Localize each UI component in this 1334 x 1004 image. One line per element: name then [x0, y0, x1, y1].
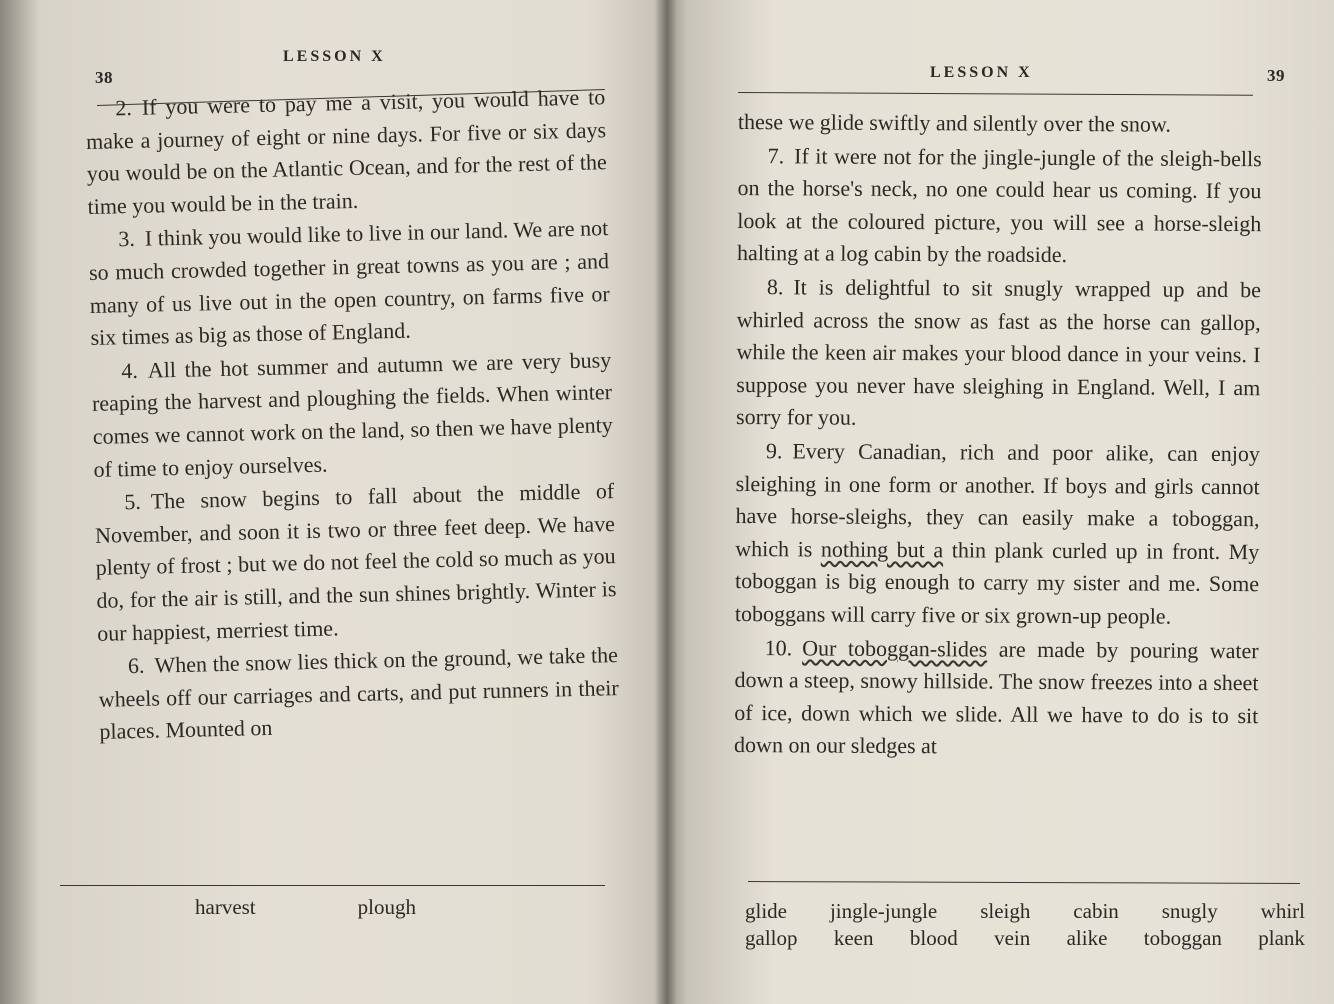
- vocab-row-1: [745, 898, 1305, 925]
- paragraph-text: thin plank curled up in front. My toboggan is big enough to carry my sister and me. Some toboggans will carry five or six grown-up people.: [734, 536, 1260, 629]
- left-foot-rule: [60, 885, 605, 886]
- vocab-word: plank: [1258, 926, 1305, 950]
- right-lesson-title: LESSON X: [930, 64, 1033, 81]
- left-page-number: 38: [95, 68, 113, 87]
- vocab-word: harvest: [195, 895, 256, 919]
- right-vocabulary: [745, 898, 1305, 952]
- book-gutter: [655, 0, 677, 1004]
- paragraph-number: 5.: [124, 488, 142, 515]
- vocab-word: sleigh: [980, 899, 1031, 923]
- vocab-row-2: [745, 925, 1305, 952]
- paragraph-text: If it were not for the jingle-jungle of the sleigh-bells on the horse's neck, no one could hear us coming. If you look at the coloured picture, you will see a horse-sleigh halting at a log cabin by the roadside.: [737, 142, 1262, 268]
- paragraph-number: 7.: [767, 142, 785, 168]
- paragraph-number: 4.: [121, 357, 139, 383]
- vocab-word: jingle-jungle: [829, 899, 938, 923]
- paragraph-number: 6.: [127, 652, 145, 679]
- paragraph-10: [734, 631, 1259, 765]
- vocab-word: glide: [745, 899, 787, 923]
- paragraph-text: If you were to pay me a visit, you would have to make a journey of eight or nine days. For five or six days you would be on the Atlantic Ocean, and for the rest of the time you would be in the train.: [85, 84, 607, 219]
- right-body-text: [734, 106, 1262, 766]
- left-page: [55, 0, 619, 1004]
- right-head-rule: [738, 92, 1253, 96]
- paragraph-6: [98, 639, 620, 749]
- vocab-word: toboggan: [1143, 926, 1222, 950]
- left-running-head: [55, 40, 615, 87]
- pencil-underline: nothing but a: [820, 536, 944, 562]
- left-vocabulary: [195, 895, 525, 920]
- paragraph-8: [736, 271, 1261, 437]
- right-running-head: [730, 40, 1305, 85]
- paragraph-text: The snow begins to fall about the middle of November, and soon it is two or three feet deep. We have plenty of frost ; but we do not feel the cold so much as you do, for the air is still, and the sun shines brightly. Winter is our happiest, merriest time.: [94, 478, 617, 646]
- paragraph-4: [91, 344, 614, 486]
- vocab-word: snugly: [1161, 899, 1218, 923]
- vocab-word: blood: [909, 926, 958, 950]
- left-lesson-title: LESSON X: [283, 48, 386, 65]
- right-page: [730, 0, 1305, 1004]
- paragraph-text: When the snow lies thick on the ground, we take the wheels off our carriages and carts, and put runners in their places. Mounted on: [98, 642, 619, 745]
- vocab-word: vein: [994, 926, 1031, 950]
- paragraph-number: 3.: [118, 226, 136, 252]
- paragraph-text: Every Canadian, rich and poor alike, can enjoy sleighing in one form or another. If boys and girls cannot have horse-sleighs, they can easily make a toboggan, which is: [735, 438, 1260, 562]
- paragraph-number: 10.: [764, 634, 793, 660]
- vocab-word: plough: [357, 895, 416, 919]
- vocab-word: keen: [833, 926, 874, 950]
- paragraph-number: 9.: [765, 438, 783, 464]
- left-body-text: [85, 81, 620, 750]
- continued-paragraph: these we glide swiftly and silently over the snow.: [737, 108, 1171, 137]
- paragraph-text: I think you would like to live in our land. We are not so much crowded together in great towns as you are ; and many of us live out in the open country, on farms five or six times as big as those of England.: [88, 215, 610, 351]
- paragraph-7: [737, 140, 1262, 274]
- vocab-word: cabin: [1073, 899, 1119, 923]
- paragraph-2: [85, 81, 608, 223]
- vocab-word: whirl: [1260, 899, 1305, 923]
- paragraph-5: [94, 475, 618, 650]
- right-page-number: 39: [1267, 66, 1285, 85]
- vocab-word: alike: [1066, 926, 1108, 950]
- right-foot-rule: [748, 881, 1300, 884]
- pencil-underline: Our toboggan-slides: [802, 634, 988, 662]
- paragraph-text: It is delightful to sit snugly wrapped up and be whirled across the snow as fast as the horse can gallop, while the keen air makes your blood dance in your veins. I suppose you never have sleighing in England. Well, I am sorry for you.: [736, 274, 1261, 431]
- paragraph-number: 8.: [766, 274, 784, 300]
- paragraph-text: are made by pouring water down a steep, snowy hillside. The snow freezes into a sheet of ice, down which we slide. All we have to do is to sit down on our sledges at: [734, 636, 1259, 759]
- paragraph-3: [88, 213, 611, 355]
- paragraph-text: All the hot summer and autumn we are very busy reaping the harvest and ploughing the fields. When winter comes we cannot work on the land, so then we have plenty of time to enjoy ourselves.: [91, 346, 613, 482]
- vocab-word: gallop: [745, 926, 798, 950]
- paragraph-number: 2.: [115, 94, 133, 121]
- paragraph-9: [735, 435, 1260, 634]
